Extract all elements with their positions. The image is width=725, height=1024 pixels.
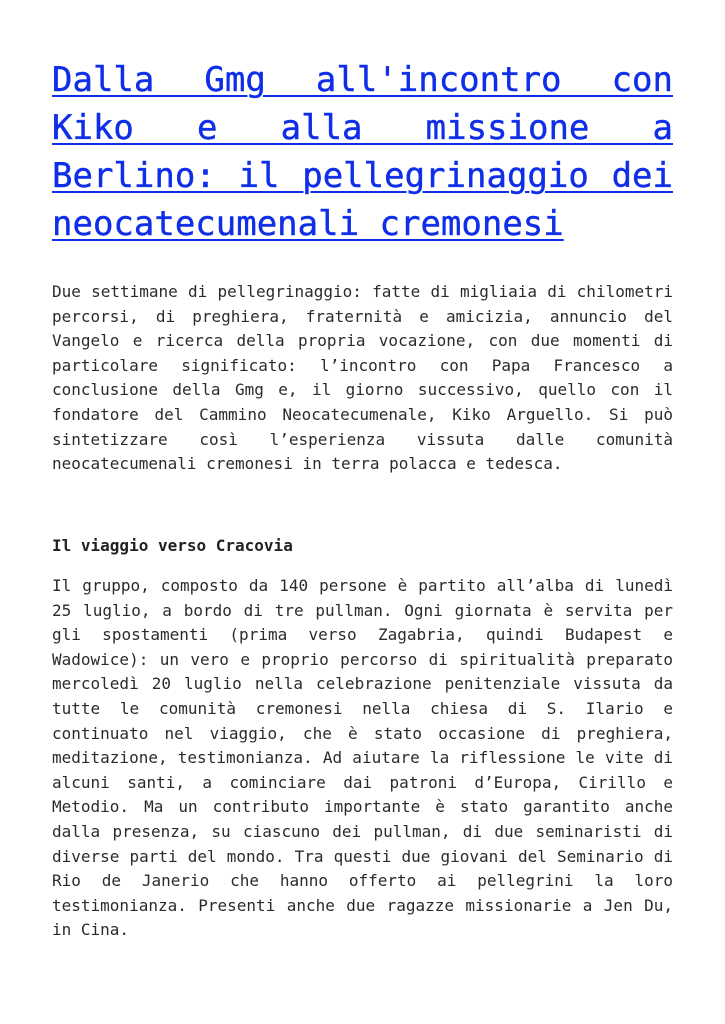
article-title-link[interactable]: Dalla Gmg all'incontro con Kiko e alla missione a Berlino: il pellegrinaggio dei neocatecumenali cremonesi	[52, 60, 673, 244]
section-heading: Il viaggio verso Cracovia	[52, 536, 293, 555]
article-container	[52, 56, 673, 940]
article-title	[52, 56, 673, 248]
article-intro-paragraph: Due settimane di pellegrinaggio: fatte di migliaia di chilometri percorsi, di preghiera, fraternità e amicizia, annuncio del Vangelo e ricerca della propria vocazione, con due momenti di particolare significato: l’incontro con Papa Francesco a conclusione della Gmg e, il giorno successivo, quello con il fondatore del Cammino Neocatecumenale, Kiko Arguello. Si può sintetizzare così l’esperienza vissuta dalle comunità neocatecumenali cremonesi in terra polacca e tedesca.	[52, 282, 673, 474]
section-body-paragraph: Il gruppo, composto da 140 persone è partito all’alba di lunedì 25 luglio, a bordo di tre pullman. Ogni giornata è servita per gli spostamenti (prima verso Zagabria, quindi Budapest e Wadowice): un vero e proprio percorso di spiritualità preparato mercoledì 20 luglio nella celebrazione penitenziale vissuta da tutte le comunità cremonesi nella chiesa di S. Ilario e continuato nel viaggio, che è stato occasione di preghiera, meditazione, testimonianza. Ad aiutare la riflessione le vite di alcuni santi, a cominciare dai patroni d’Europa, Cirillo e Metodio. Ma un contributo importante è stato garantito anche dalla presenza, su ciascuno dei pullman, di due seminaristi di diverse parti del mondo. Tra questi due giovani del Seminario di Rio de Janerio che hanno offerto ai pellegrini la loro testimonianza. Presenti anche due ragazze missionarie a Jen Du, in Cina.	[52, 576, 673, 940]
